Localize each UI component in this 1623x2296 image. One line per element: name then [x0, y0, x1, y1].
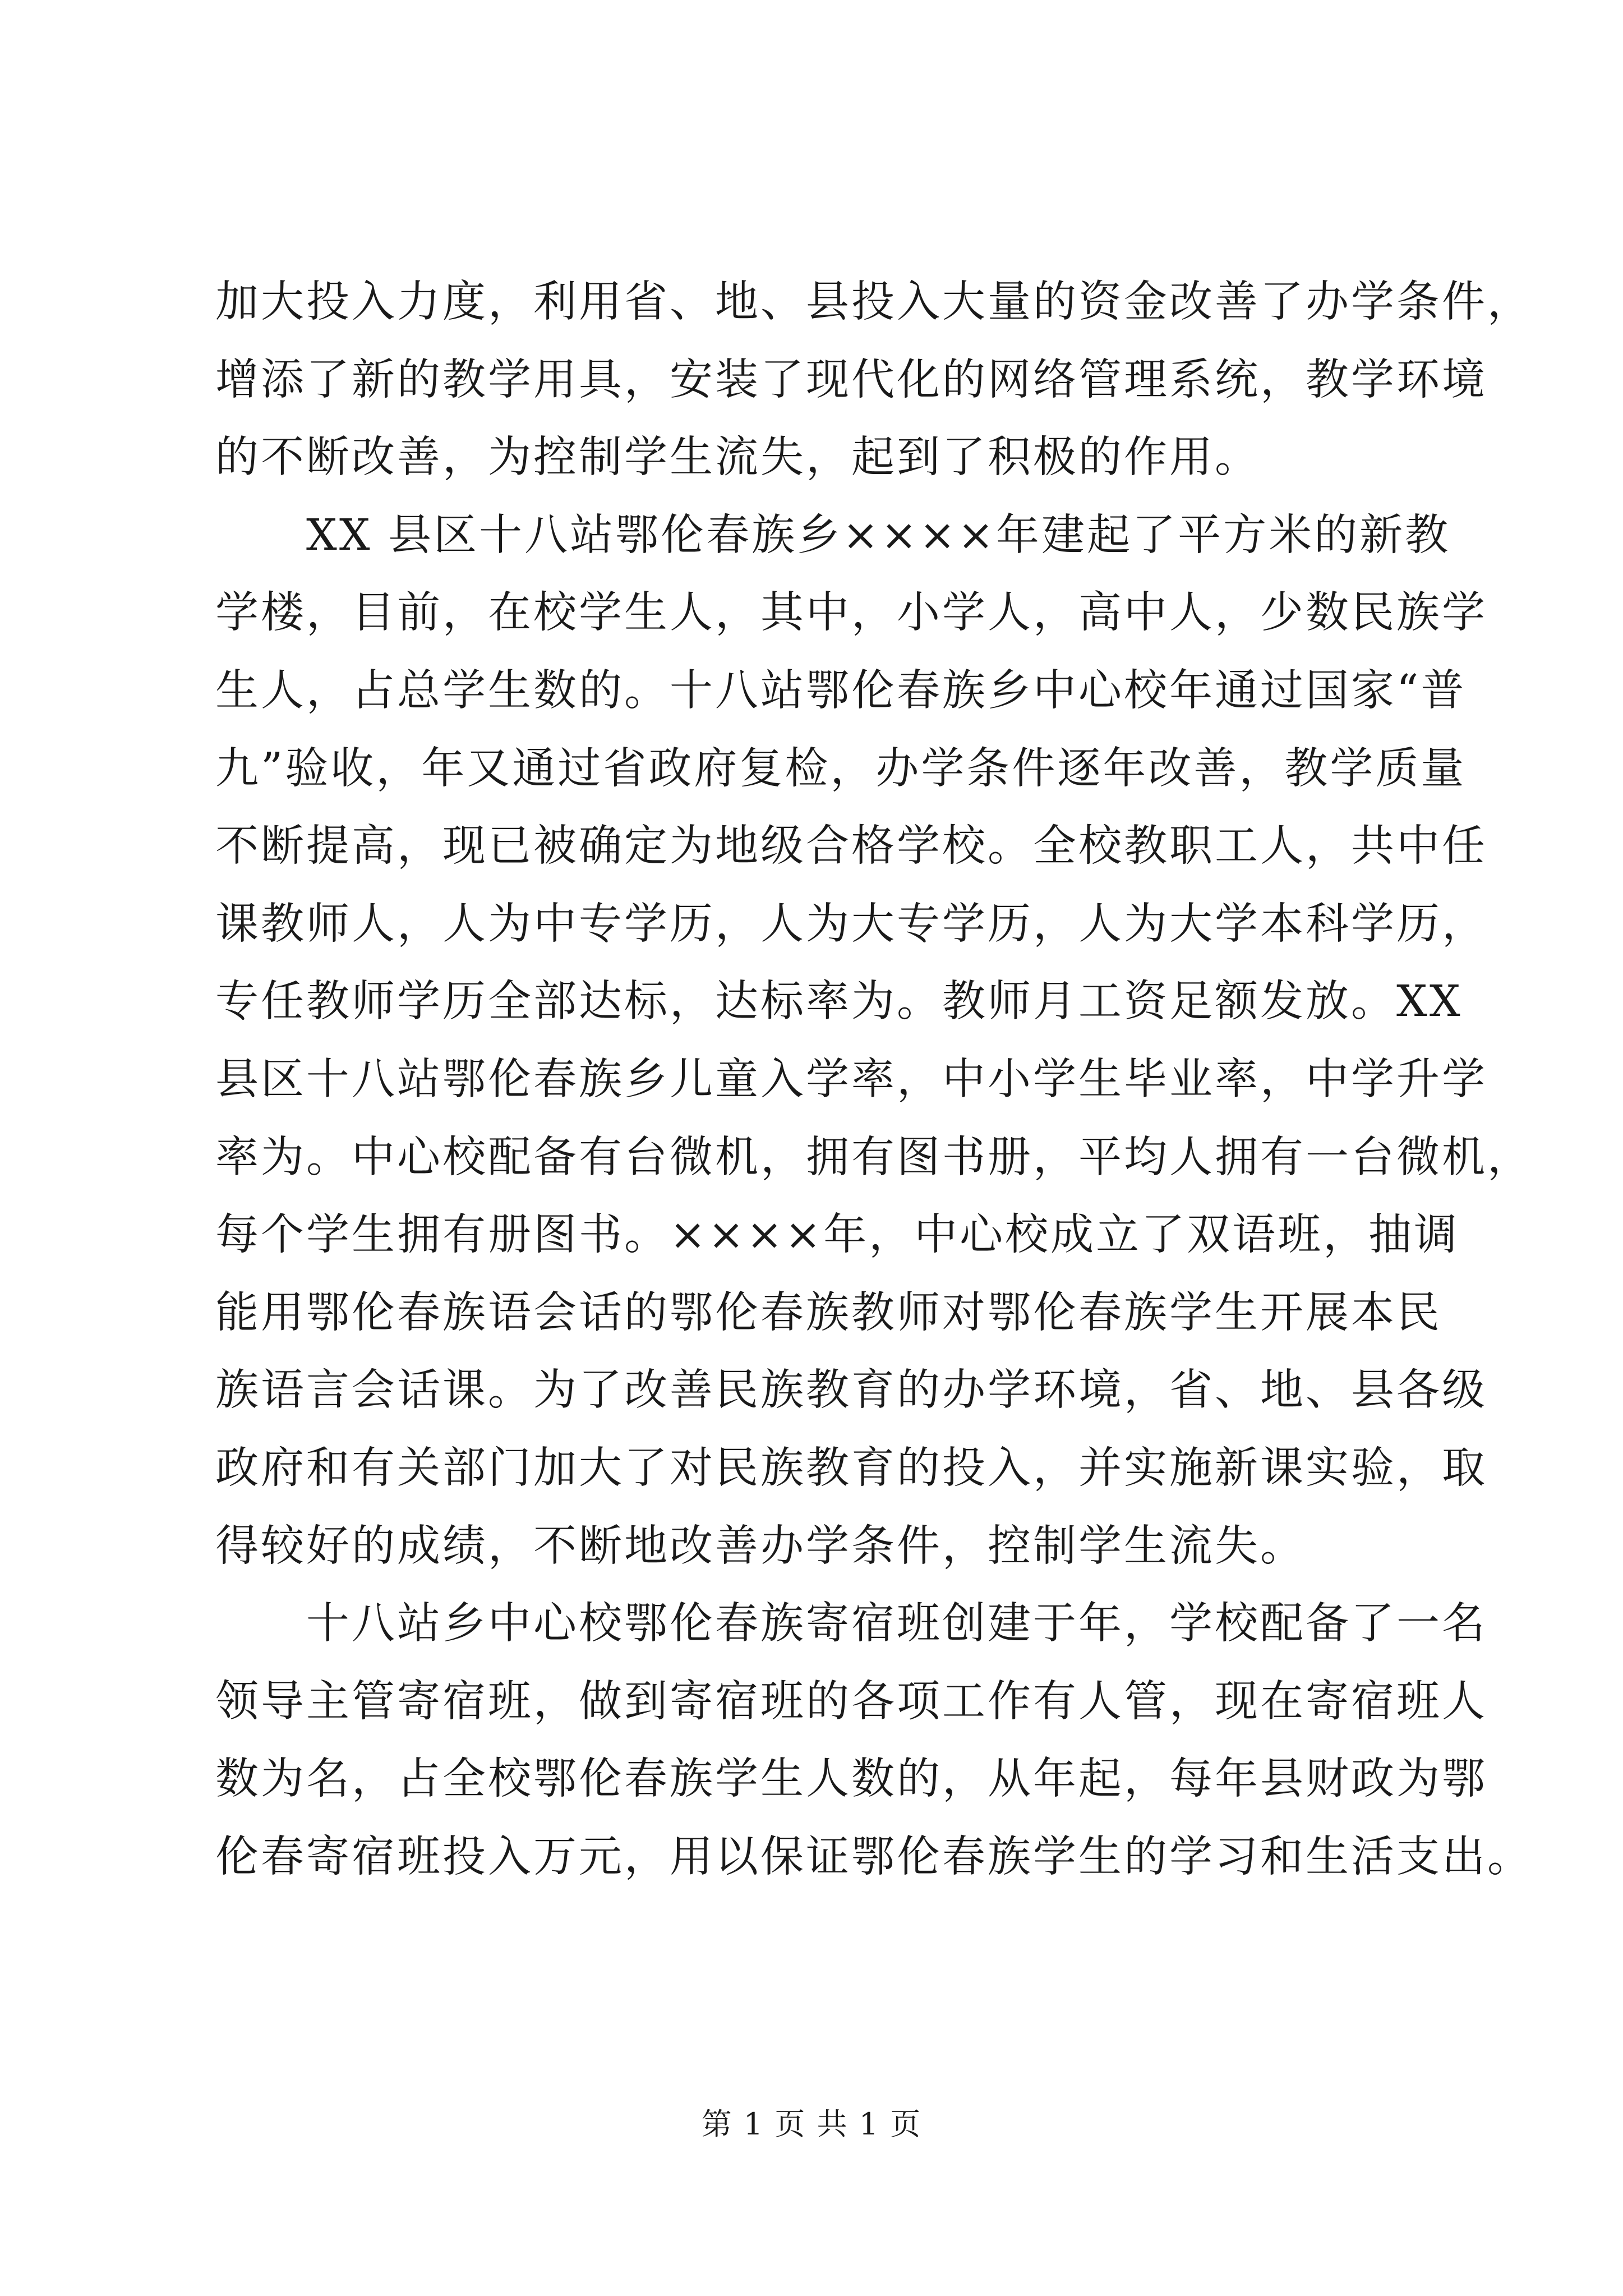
text-line: 率为。中心校配备有台微机，拥有图书册，平均人拥有一台微机， [215, 1132, 1533, 1182]
text-line: 伦春寄宿班投入万元，用以保证鄂伦春族学生的学习和生活支出。 [215, 1832, 1533, 1882]
page-number-footer: 第 1 页 共 1 页 [701, 2106, 922, 2142]
text-line: 得较好的成绩，不断地改善办学条件，控制学生流失。 [215, 1521, 1306, 1571]
text-line: 专任教师学历全部达标，达标率为。教师月工资足额发放。XX [215, 977, 1463, 1027]
text-line: 政府和有关部门加大了对民族教育的投入，并实施新课实验，取 [215, 1443, 1487, 1493]
text-line: 学楼，目前，在校学生人，其中，小学人，高中人，少数民族学 [215, 588, 1487, 638]
text-line: 领导主管寄宿班，做到寄宿班的各项工作有人管，现在寄宿班人 [215, 1676, 1487, 1727]
text-line: 增添了新的教学用具，安装了现代化的网络管理系统，教学环境 [215, 355, 1487, 405]
text-line: 的不断改善，为控制学生流失，起到了积极的作用。 [215, 432, 1260, 483]
text-line: 课教师人，人为中专学历，人为大专学历，人为大学本科学历， [215, 899, 1487, 949]
text-line: 不断提高，现已被确定为地级合格学校。全校教职工人，共中任 [215, 821, 1487, 872]
text-line: 数为名，占全校鄂伦春族学生人数的，从年起，每年县财政为鄂 [215, 1754, 1487, 1805]
text-line: 九”验收，年又通过省政府复检，办学条件逐年改善，教学质量 [215, 743, 1467, 794]
text-line: 族语言会话课。为了改善民族教育的办学环境，省、地、县各级 [215, 1365, 1487, 1416]
text-line: 加大投入力度，利用省、地、县投入大量的资金改善了办学条件， [215, 277, 1533, 327]
text-line: 十八站乡中心校鄂伦春族寄宿班创建于年，学校配备了一名 [215, 1599, 1487, 1649]
body-text [215, 264, 1533, 1896]
text-line: 能用鄂伦春族语会话的鄂伦春族教师对鄂伦春族学生开展本民 [215, 1287, 1442, 1338]
text-line: 县区十八站鄂伦春族乡儿童入学率，中小学生毕业率，中学升学 [215, 1054, 1487, 1105]
text-line: 生人，占总学生数的。十八站鄂伦春族乡中心校年通过国家“普 [215, 665, 1467, 716]
text-line: 每个学生拥有册图书。××××年，中心校成立了双语班，抽调 [215, 1210, 1460, 1260]
text-line: XX 县区十八站鄂伦春族乡××××年建起了平方米的新教 [215, 510, 1451, 560]
